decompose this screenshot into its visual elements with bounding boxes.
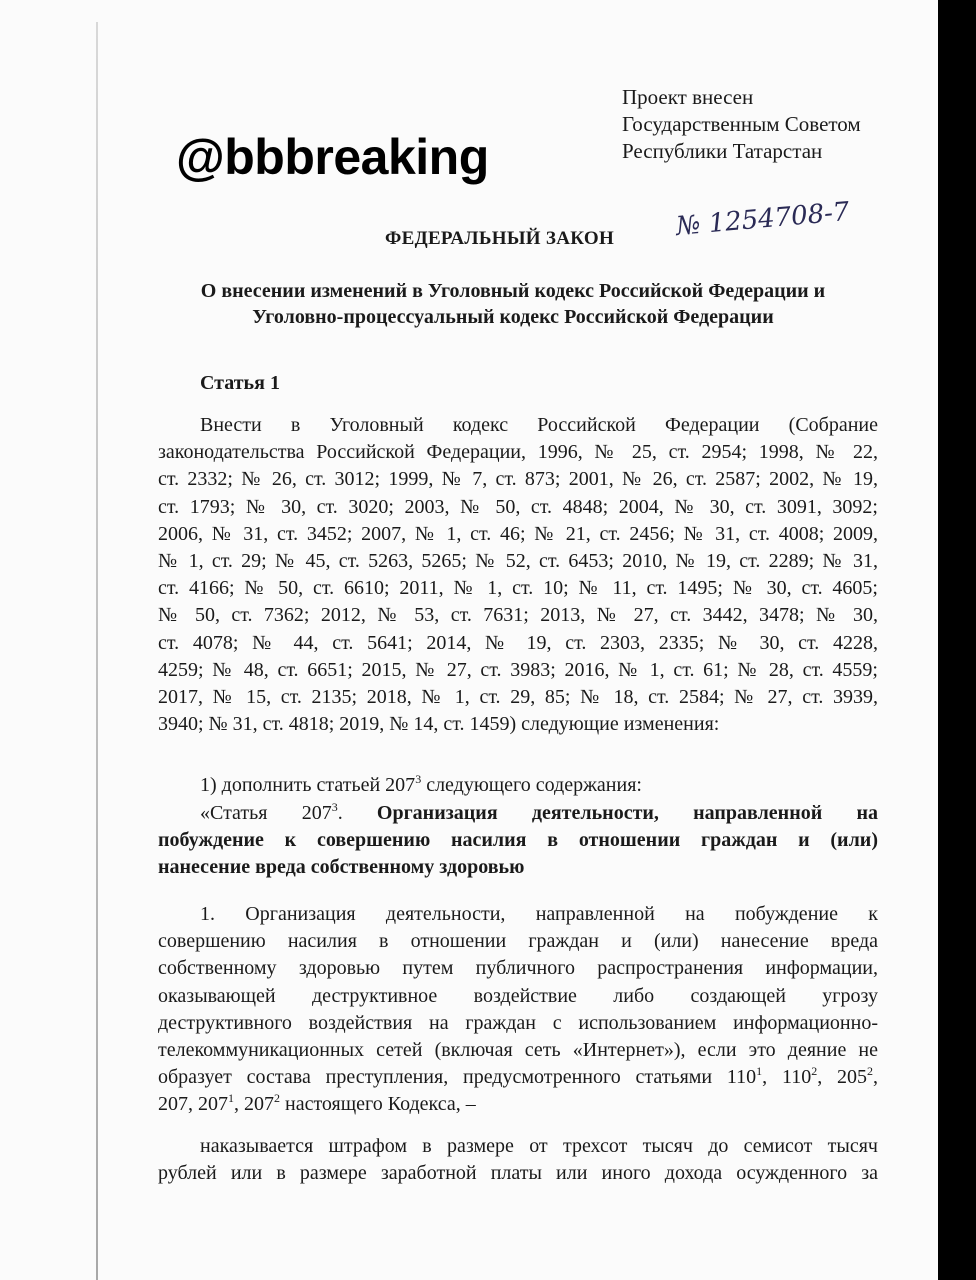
submitter-line: Государственным Советом: [622, 112, 861, 136]
watermark-handle: @bbbreaking: [176, 129, 489, 185]
item-1-line: [158, 772, 878, 799]
text-line: 1. Организация деятельности, направленной на побуждение к: [200, 903, 878, 925]
item-1-tail: следующего содержания:: [421, 774, 642, 796]
text-line: 2006, № 31, ст. 3452; 2007, № 1, ст. 46; № 21, ст. 2456; № 31, ст. 4008; 2009,: [158, 522, 878, 545]
text-line: ст. 1793; № 30, ст. 3020; 2003, № 50, ст. 4848; 2004, № 30, ст. 3091, 3092;: [158, 495, 878, 518]
article-207-title-line: нанесение вреда собственному здоровью: [158, 856, 525, 879]
law-type-heading: ФЕДЕРАЛЬНЫЙ ЗАКОН: [385, 228, 615, 249]
article-207-prefix: «Статья 207: [200, 802, 332, 824]
text-line: ст. 4078; № 44, ст. 5641; 2014, № 19, ст. 2303, 2335; № 30, ст. 4228,: [158, 631, 878, 654]
article-207-title-line: побуждение к совершению насилия в отношении граждан и (или): [158, 829, 878, 852]
text-line: 4259; № 48, ст. 6651; 2015, № 27, ст. 3983; 2016, № 1, ст. 61; № 28, ст. 4559;: [158, 658, 878, 681]
law-title-line: Уголовно-процессуальный кодекс Российской Федерации: [252, 306, 774, 328]
text-line: наказывается штрафом в размере от трехсот тысяч до семисот тысяч: [200, 1135, 878, 1157]
superscript: 3: [415, 772, 422, 786]
item-1-text: 1) дополнить статьей 207: [200, 774, 416, 796]
text-line: собственному здоровью путем публичного распространения информации,: [158, 957, 878, 980]
text-line: 207, $207^1$, $207^2$ настоящего Кодекса, –: [158, 1091, 476, 1116]
text-line: № 1, ст. 29; № 45, ст. 5263, 5265; № 52, ст. 6453; 2010, № 19, ст. 2289; № 31,: [158, 549, 878, 572]
penalty-paragraph: [158, 1133, 878, 1187]
text-line: образует состава преступления, предусмотренного статьями $110^1$, $110^2$, $205^2$,: [158, 1064, 878, 1089]
clause-1-paragraph: [158, 901, 878, 1119]
submitter-line: Проект внесен: [622, 85, 754, 109]
law-title: [150, 278, 876, 330]
text-line: телекоммуникационных сетей (включая сеть «Интернет»), если это деяние не: [158, 1038, 878, 1061]
text-line: № 50, ст. 7362; 2012, № 53, ст. 7631; 2013, № 27, ст. 3442, 3478; № 30,: [158, 604, 878, 627]
superscript: 3: [331, 800, 338, 814]
text-line: оказывающей деструктивное воздействие либо создающей угрозу: [158, 984, 878, 1007]
page-edge-line: [96, 22, 98, 1280]
article-1-intro-paragraph: [158, 412, 878, 738]
text-line: рублей или в размере заработной платы или иного дохода осужденного за: [158, 1162, 878, 1185]
law-title-line: О внесении изменений в Уголовный кодекс Российской Федерации и: [200, 280, 826, 302]
text-line: 2017, № 15, ст. 2135; 2018, № 1, ст. 29, 85; № 18, ст. 2584; № 27, ст. 3939,: [158, 685, 878, 708]
article-207-title-line: Организация деятельности, направленной на: [376, 802, 878, 824]
handwritten-registration-number: № 1254708-7: [674, 196, 851, 242]
text-line: ст. 4166; № 50, ст. 6610; 2011, № 1, ст. 10; № 11, ст. 1495; № 30, ст. 4605;: [158, 577, 878, 600]
submitter-line: Республики Татарстан: [622, 139, 823, 163]
text-line: ст. 2332; № 26, ст. 3012; 1999, № 7, ст. 873; 2001, № 26, ст. 2587; 2002, № 19,: [158, 468, 878, 491]
text-line: 3940; № 31, ст. 4818; 2019, № 14, ст. 1459) следующие изменения:: [158, 713, 720, 736]
text-line: Внести в Уголовный кодекс Российской Федерации (Собрание: [200, 414, 878, 436]
text-line: законодательства Российской Федерации, 1996, № 25, ст. 2954; 1998, № 22,: [158, 441, 878, 464]
article-1-heading: Статья 1: [200, 372, 280, 394]
text-line: деструктивного воздействия на граждан с использованием информационно-: [158, 1011, 878, 1034]
submitter-block: [622, 84, 861, 165]
text-line: совершению насилия в отношении граждан и (или) нанесение вреда: [158, 930, 878, 953]
article-207-3-heading: «Статья $207^3$. Организация деятельности, направленной на побуждение к совершению насилия в отношении граждан и (или) нанесение вреда собственному здоровью: [158, 800, 878, 879]
